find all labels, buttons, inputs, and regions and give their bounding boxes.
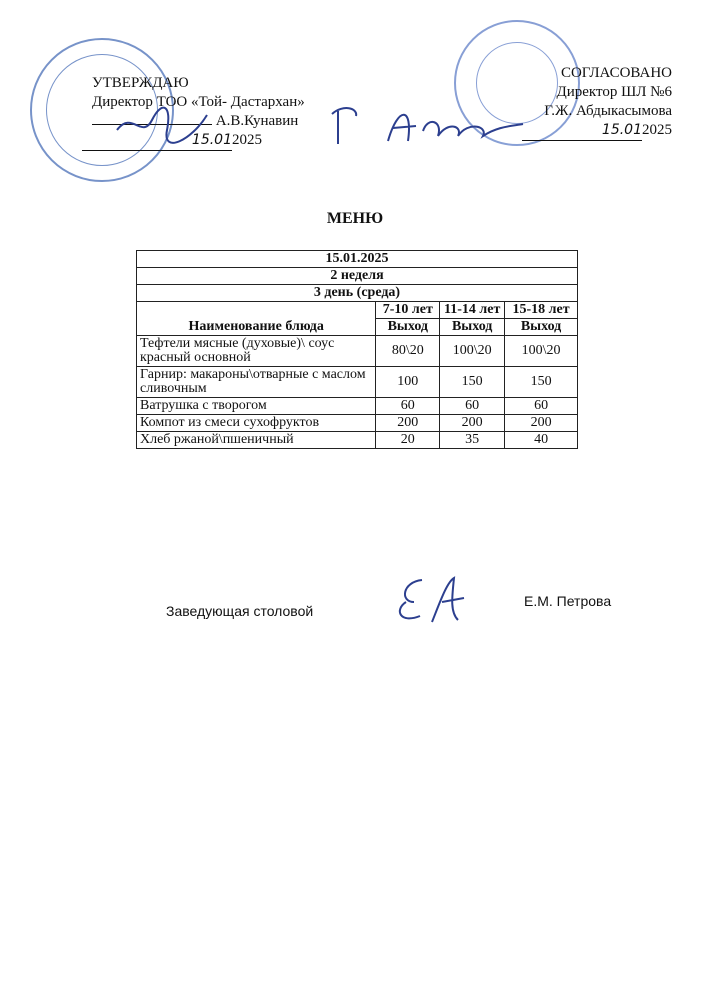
portion-cell: 40 <box>505 432 578 449</box>
agree-name: Г.Ж. Абдыкасымова <box>544 103 672 119</box>
age-group-header: 7-10 лет <box>376 302 440 319</box>
column-header-dish: Наименование блюда <box>137 302 376 336</box>
portion-cell: 100 <box>376 367 440 398</box>
output-header: Выход <box>505 319 578 336</box>
approve-position: Директор ТОО «Той- Дастархан» <box>92 94 305 110</box>
agree-title: СОГЛАСОВАНО <box>560 65 672 81</box>
table-row <box>137 398 578 415</box>
director-signature <box>112 100 212 150</box>
school-director-signature <box>328 96 528 156</box>
table-row <box>137 415 578 432</box>
age-group-header: 11-14 лет <box>440 302 505 319</box>
dish-name: Гарнир: макароны\отварные с маслом сливочным <box>137 367 376 398</box>
portion-cell: 60 <box>440 398 505 415</box>
portion-cell: 150 <box>505 367 578 398</box>
approve-title: УТВЕРЖДАЮ <box>92 75 189 91</box>
portion-cell: 60 <box>376 398 440 415</box>
output-header: Выход <box>440 319 505 336</box>
agree-position: Директор ШЛ №6 <box>556 84 672 100</box>
portion-cell: 150 <box>440 367 505 398</box>
footer-role: Заведующая столовой <box>166 603 314 619</box>
approve-name: А.В.Кунавин <box>215 113 299 129</box>
output-header: Выход <box>376 319 440 336</box>
menu-week: 2 неделя <box>137 268 578 285</box>
portion-cell: 35 <box>440 432 505 449</box>
approve-date: 15.01 <box>82 131 232 151</box>
table-row <box>137 336 578 367</box>
menu-table <box>136 250 578 449</box>
agree-block <box>522 64 672 141</box>
page-title: МЕНЮ <box>326 210 384 227</box>
age-group-header: 15-18 лет <box>505 302 578 319</box>
approve-year: 2025 <box>232 132 262 148</box>
dish-name: Тефтели мясные (духовые)\ соус красный основной <box>137 336 376 367</box>
table-row <box>137 367 578 398</box>
portion-cell: 200 <box>505 415 578 432</box>
dish-name: Хлеб ржаной\пшеничный <box>137 432 376 449</box>
canteen-head-signature <box>392 572 472 627</box>
dish-name: Ватрушка с творогом <box>137 398 376 415</box>
agree-year: 2025 <box>642 122 672 138</box>
portion-cell: 60 <box>505 398 578 415</box>
footer-name: Е.М. Петрова <box>524 593 612 609</box>
dish-name: Компот из смеси сухофруктов <box>137 415 376 432</box>
portion-cell: 200 <box>376 415 440 432</box>
portion-cell: 200 <box>440 415 505 432</box>
agree-date: 15.01 <box>522 121 642 141</box>
portion-cell: 20 <box>376 432 440 449</box>
portion-cell: 100\20 <box>505 336 578 367</box>
portion-cell: 80\20 <box>376 336 440 367</box>
menu-date: 15.01.2025 <box>137 251 578 268</box>
menu-day: 3 день (среда) <box>137 285 578 302</box>
agree-date-line <box>522 121 672 141</box>
table-row <box>137 432 578 449</box>
portion-cell: 100\20 <box>440 336 505 367</box>
